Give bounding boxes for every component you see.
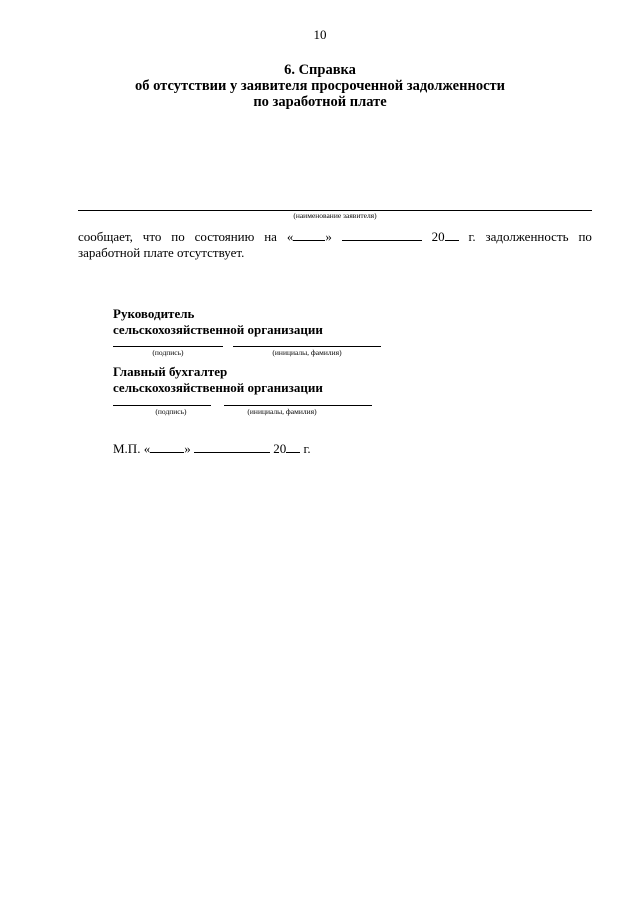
accountant-name-caption: (инициалы, фамилия) [247,407,317,416]
statement-word: по [578,229,592,244]
month-field[interactable] [342,229,422,241]
stamp-day-field[interactable] [150,441,184,453]
statement-text [78,229,592,261]
document-title [0,62,640,110]
statement-word: задолженность [485,229,569,244]
statement-word: по [171,229,185,244]
title-line-1: 6. Справка [284,62,356,78]
statement-word: сообщает, [78,229,133,244]
stamp-year-suffix: г. [303,441,311,456]
title-line-2: об отсутствии у заявителя просроченной задолженности [135,78,505,94]
statement-word: состоянию [194,229,255,244]
date-group [287,229,332,245]
year-prefix: 20 [431,229,445,244]
stamp-year-prefix: 20 [273,441,287,456]
quote-close: » [325,229,332,244]
quote-close: » [184,441,191,456]
statement-line-1 [78,229,592,245]
stamp-label: М.П. [113,441,141,456]
statement-word: г. [468,229,476,244]
statement-line-2: заработной плате отсутствует. [78,245,245,260]
head-name-caption: (инициалы, фамилия) [272,348,342,357]
accountant-signature-caption: (подпись) [155,407,187,416]
quote-open: « [143,441,151,456]
title-line-3: по заработной плате [253,94,387,110]
accountant-signature-field[interactable] [113,405,211,406]
year-group [432,229,459,245]
head-signature-caption: (подпись) [152,348,184,357]
day-field[interactable] [293,229,325,241]
stamp-month-field[interactable] [194,441,270,453]
accountant-title [113,364,323,396]
head-name-field[interactable] [233,346,381,347]
page-number: 10 [313,27,327,42]
accountant-name-field[interactable] [224,405,372,406]
head-title [113,306,323,338]
statement-word: на [264,229,277,244]
applicant-caption: (наименование заявителя) [293,211,377,220]
stamp-line [113,441,311,457]
statement-word: что [142,229,162,244]
quote-open: « [286,229,294,244]
head-signature-field[interactable] [113,346,223,347]
accountant-title-line-1: Главный бухгалтер [113,364,228,379]
stamp-year-field[interactable] [286,441,300,453]
head-title-line-1: Руководитель [113,306,195,321]
head-title-line-2: сельскохозяйственной организации [113,322,323,337]
accountant-title-line-2: сельскохозяйственной организации [113,380,323,395]
year-field[interactable] [445,229,459,241]
